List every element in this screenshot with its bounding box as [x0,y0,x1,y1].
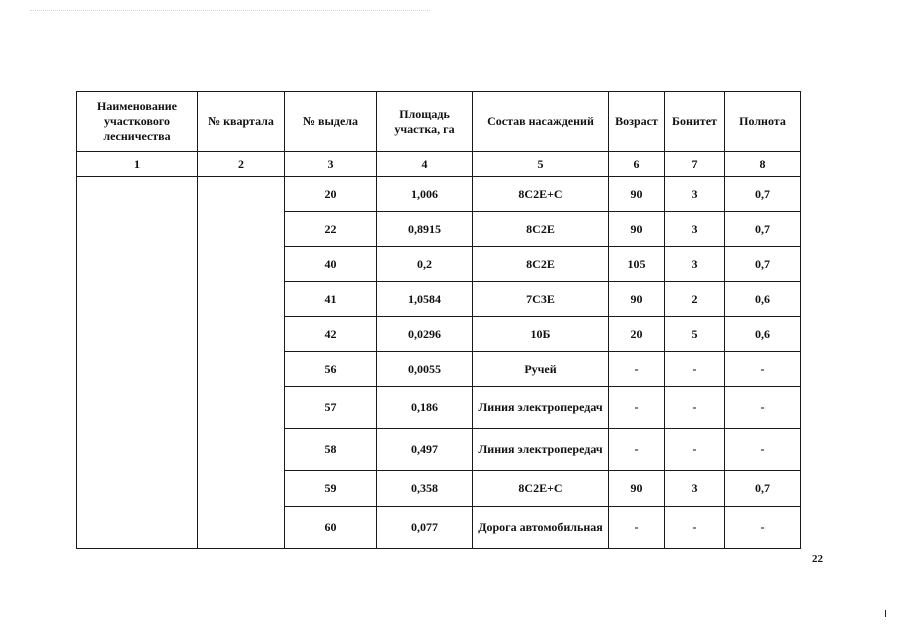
polnota-cell: - [725,352,801,387]
sostav-cell: 8С2Е+С [473,177,609,212]
polnota-cell: 0,7 [725,212,801,247]
vozrast-cell: 20 [609,317,665,352]
polnota-cell: 0,7 [725,471,801,507]
vydel-cell: 22 [285,212,377,247]
column-number-row [77,152,801,177]
polnota-cell: 0,6 [725,317,801,352]
vozrast-cell: 90 [609,212,665,247]
vydel-cell: 58 [285,429,377,471]
sostav-cell: 8С2Е [473,212,609,247]
area-cell: 0,497 [377,429,473,471]
bonitet-cell: 5 [665,317,725,352]
bonitet-cell: 2 [665,282,725,317]
area-cell: 0,0055 [377,352,473,387]
vozrast-cell: 90 [609,471,665,507]
column-number-cell: 8 [725,152,801,177]
vydel-cell: 56 [285,352,377,387]
sostav-cell: Дорога автомобильная [473,507,609,549]
polnota-cell: 0,7 [725,247,801,282]
header-cell: № выдела [285,92,377,152]
vydel-cell: 57 [285,387,377,429]
vozrast-cell: 90 [609,282,665,317]
bonitet-cell: - [665,429,725,471]
scan-edge-mark [885,610,886,617]
area-cell: 0,8915 [377,212,473,247]
header-cell: Возраст [609,92,665,152]
area-cell: 0,186 [377,387,473,429]
header-row [77,92,801,152]
vozrast-cell: - [609,352,665,387]
vozrast-cell: - [609,387,665,429]
area-cell: 0,0296 [377,317,473,352]
area-cell: 1,0584 [377,282,473,317]
header-cell: № квартала [198,92,285,152]
lesnichestvo-cell [77,177,198,549]
sostav-cell: 8С2Е [473,247,609,282]
bonitet-cell: - [665,507,725,549]
bonitet-cell: - [665,352,725,387]
area-cell: 0,077 [377,507,473,549]
polnota-cell: - [725,507,801,549]
column-number-cell: 6 [609,152,665,177]
bonitet-cell: - [665,387,725,429]
sostav-cell: Ручей [473,352,609,387]
column-number-cell: 7 [665,152,725,177]
vydel-cell: 59 [285,471,377,507]
vozrast-cell: - [609,507,665,549]
bonitet-cell: 3 [665,177,725,212]
sostav-cell: 8С2Е+С [473,471,609,507]
vydel-cell: 60 [285,507,377,549]
sostav-cell: 10Б [473,317,609,352]
table-row [77,177,801,212]
header-cell: Состав насаждений [473,92,609,152]
area-cell: 0,358 [377,471,473,507]
polnota-cell: 0,7 [725,177,801,212]
forest-inventory-table [76,91,801,549]
header-cell: Бонитет [665,92,725,152]
bonitet-cell: 3 [665,471,725,507]
kvartal-cell [198,177,285,549]
polnota-cell: 0,6 [725,282,801,317]
area-cell: 0,2 [377,247,473,282]
vozrast-cell: 105 [609,247,665,282]
vozrast-cell: 90 [609,177,665,212]
header-cell: Полнота [725,92,801,152]
column-number-cell: 2 [198,152,285,177]
column-number-cell: 3 [285,152,377,177]
column-number-cell: 5 [473,152,609,177]
scan-artifact [30,10,430,13]
sostav-cell: Линия электропередач [473,429,609,471]
page-number: 22 [812,553,823,565]
bonitet-cell: 3 [665,247,725,282]
header-cell: Площадь участка, га [377,92,473,152]
vydel-cell: 41 [285,282,377,317]
area-cell: 1,006 [377,177,473,212]
vozrast-cell: - [609,429,665,471]
polnota-cell: - [725,429,801,471]
header-cell: Наименование участкового лесничества [77,92,198,152]
column-number-cell: 1 [77,152,198,177]
vydel-cell: 42 [285,317,377,352]
vydel-cell: 40 [285,247,377,282]
polnota-cell: - [725,387,801,429]
sostav-cell: 7С3Е [473,282,609,317]
sostav-cell: Линия электропередач [473,387,609,429]
bonitet-cell: 3 [665,212,725,247]
column-number-cell: 4 [377,152,473,177]
vydel-cell: 20 [285,177,377,212]
